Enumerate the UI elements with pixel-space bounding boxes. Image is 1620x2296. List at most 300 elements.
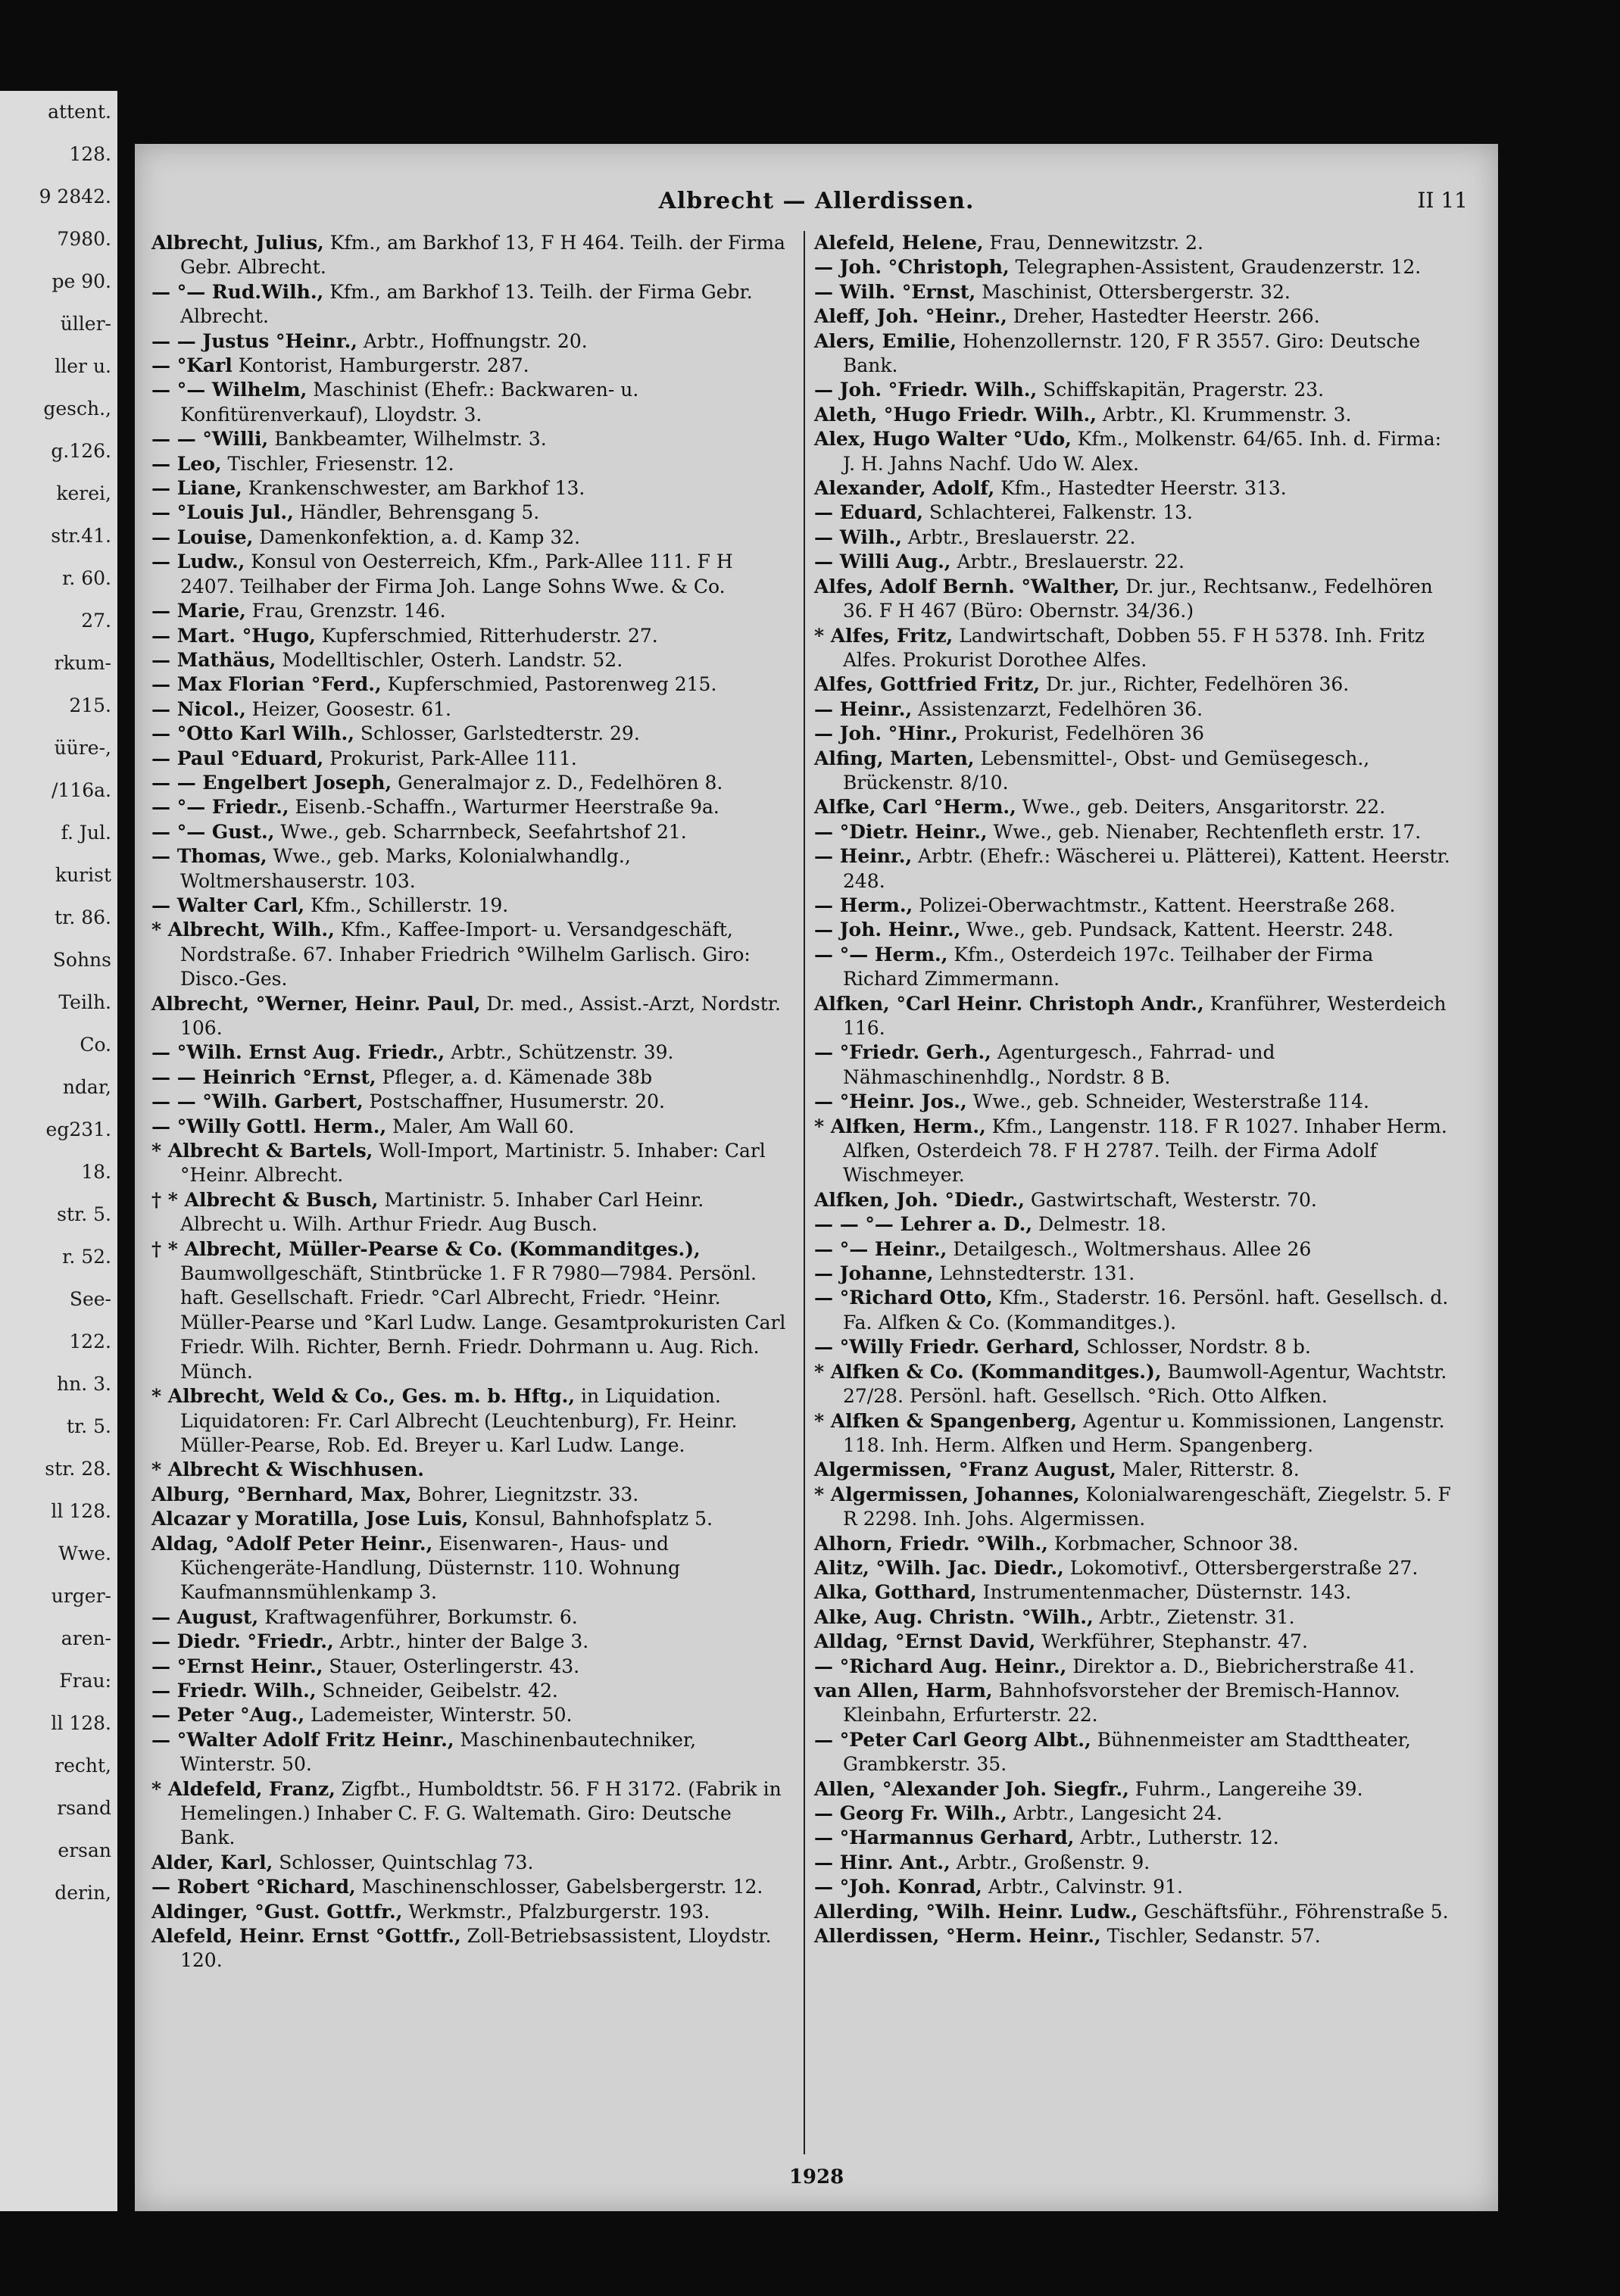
entry-details: Kfm., am Barkhof 13. Teilh. der Firma Gebr. Albrecht. <box>180 280 753 328</box>
entry-details: Händler, Behrensgang 5. <box>293 501 540 524</box>
directory-entry <box>814 403 1454 427</box>
fragment-text: ll 128. <box>51 1712 111 1734</box>
directory-entry <box>814 844 1454 894</box>
entry-name: — Mart. °Hugo, <box>151 624 316 647</box>
entry-details: Maschinenbautechniker, Winterstr. 50. <box>180 1728 697 1776</box>
entry-details: Konsul, Bahnhofsplatz 5. <box>468 1508 713 1530</box>
directory-entry <box>814 501 1454 525</box>
entry-details: Telegraphen-Assistent, Graudenzerstr. 12. <box>1009 256 1422 279</box>
fragment-text: pe 90. <box>52 270 111 292</box>
directory-entry <box>151 648 791 672</box>
entry-name: * Alfes, Fritz, <box>814 624 954 647</box>
directory-entry <box>814 1655 1454 1679</box>
entry-details: Schlosser, Garlstedterstr. 29. <box>354 722 640 745</box>
directory-entry <box>814 1605 1454 1630</box>
entry-name: — °Dietr. Heinr., <box>814 820 988 843</box>
directory-entry <box>151 1900 791 1924</box>
fragment-text: ndar, <box>62 1076 111 1098</box>
entry-name: — °Louis Jul., <box>151 501 294 524</box>
entry-name: Alhorn, Friedr. °Wilh., <box>814 1532 1048 1555</box>
entry-details: Kfm., Osterdeich 197c. Teilhaber der Firma Richard Zimmermann. <box>843 943 1374 990</box>
fragment-text: str.41. <box>51 525 111 547</box>
entry-name: * Albrecht & Bartels, <box>151 1140 373 1162</box>
fragment-text: 7980. <box>57 228 111 250</box>
directory-entry <box>151 1458 791 1482</box>
entry-name: — Herm., <box>814 894 913 916</box>
entry-details: Kranführer, Westerdeich 116. <box>843 992 1447 1039</box>
entry-name: Alitz, °Wilh. Jac. Diedr., <box>814 1556 1064 1579</box>
entry-details: Postschaffner, Husumerstr. 20. <box>363 1090 665 1113</box>
entry-details: Arbtr., Hoffnungstr. 20. <box>357 329 588 352</box>
entry-name: Alers, Emilie, <box>814 329 957 352</box>
entry-name: — Heinr., <box>814 845 913 868</box>
entry-details: Dreher, Hastedter Heerstr. 266. <box>1007 305 1320 328</box>
directory-entry <box>814 476 1454 501</box>
fragment-text: derin, <box>55 1882 111 1904</box>
entry-details: Kontorist, Hamburgerstr. 287. <box>232 354 529 377</box>
entry-details: Maschinist, Ottersbergerstr. 32. <box>975 280 1291 303</box>
entry-name: — Liane, <box>151 477 242 500</box>
directory-entry <box>151 624 791 648</box>
fragment-text: 18. <box>81 1161 111 1183</box>
entry-name: — °— Wilhelm, <box>151 379 307 401</box>
entry-name: Alefeld, Heinr. Ernst °Gottfr., <box>151 1925 461 1948</box>
entry-details: Werkmstr., Pfalzburgerstr. 193. <box>402 1900 710 1923</box>
entry-details: Heizer, Goosestr. 61. <box>245 697 451 720</box>
directory-entry <box>814 820 1454 844</box>
fragment-text: gesch., <box>43 398 111 420</box>
entry-name: — °Karl <box>151 354 233 377</box>
entry-details: Lokomotivf., Ottersbergerstraße 27. <box>1063 1556 1419 1579</box>
entry-name: * Alfken & Spangenberg, <box>814 1409 1078 1432</box>
directory-entry <box>814 1851 1454 1875</box>
entry-name: — °Otto Karl Wilh., <box>151 722 354 745</box>
directory-entry <box>151 1507 791 1531</box>
entry-details: Bahnhofsvorsteher der Bremisch-Hannov. Kleinbahn, Erfurterstr. 22. <box>843 1679 1400 1727</box>
entry-name: Alfing, Marten, <box>814 747 975 769</box>
entry-name: — °Willy Friedr. Gerhard, <box>814 1336 1081 1359</box>
entry-details: Wwe., geb. Pundsack, Kattent. Heerstr. 248. <box>960 919 1394 941</box>
entry-details: Kfm., Langenstr. 118. F R 1027. Inhaber Herm. Alfken, Osterdeich 78. F H 2787. Teilh. der Firma Adolf Wischmeyer. <box>843 1115 1447 1187</box>
directory-entry <box>151 672 791 697</box>
entry-name: Allerding, °Wilh. Heinr. Ludw., <box>814 1900 1138 1923</box>
directory-page <box>135 144 1498 2211</box>
fragment-text: str. 5. <box>57 1203 111 1225</box>
directory-entry <box>151 501 791 525</box>
entry-details: Maschinenschlosser, Gabelsbergerstr. 12. <box>355 1876 763 1898</box>
running-head: Albrecht — Allerdissen. <box>658 188 975 214</box>
entry-details: Bankbeamter, Wilhelmstr. 3. <box>268 428 547 451</box>
directory-entry <box>814 280 1454 304</box>
entry-name: — Joh. °Hinr., <box>814 722 958 745</box>
entry-name: Aleff, Joh. °Heinr., <box>814 305 1007 328</box>
fragment-text: aren- <box>61 1627 111 1649</box>
entry-name: Alka, Gotthard, <box>814 1581 977 1604</box>
page-number: II 11 <box>1417 188 1468 213</box>
entry-details: Lademeister, Winterstr. 50. <box>304 1704 573 1727</box>
directory-entry <box>151 550 791 599</box>
entry-name: — Marie, <box>151 600 246 622</box>
entry-name: — °— Rud.Wilh., <box>151 280 324 303</box>
entry-details: Agentur u. Kommissionen, Langenstr. 118. Inh. Herm. Alfken und Herm. Spangenberg. <box>843 1409 1445 1456</box>
directory-entry <box>151 697 791 722</box>
entry-details: Kupferschmied, Pastorenweg 215. <box>381 673 717 696</box>
directory-entry <box>814 697 1454 722</box>
directory-entry <box>814 526 1454 550</box>
entry-name: Alburg, °Bernhard, Max, <box>151 1483 412 1505</box>
fragment-text: r. 52. <box>62 1246 111 1268</box>
entry-details: Dr. jur., Richter, Fedelhören 36. <box>1040 673 1350 696</box>
fragment-text: See- <box>69 1288 111 1310</box>
entry-name: — Ludw., <box>151 551 245 573</box>
entry-name: — Friedr. Wilh., <box>151 1679 317 1702</box>
entry-details: Damenkonfektion, a. d. Kamp 32. <box>253 526 581 548</box>
entry-details: Werkführer, Stephanstr. 47. <box>1035 1630 1308 1653</box>
entry-details: Zoll-Betriebsassistent, Lloydstr. 120. <box>180 1925 772 1972</box>
directory-entry <box>151 918 791 991</box>
directory-entry <box>151 599 791 623</box>
entry-name: Albrecht, Julius, <box>151 232 324 254</box>
entry-details: Arbtr., Schützenstr. 39. <box>445 1041 674 1064</box>
left-column <box>151 231 791 1973</box>
directory-entry <box>151 231 791 280</box>
entry-details: Arbtr., Lutherstr. 12. <box>1074 1827 1279 1849</box>
entry-details: Kfm., Hastedter Heerstr. 313. <box>994 477 1287 500</box>
entry-details: Wwe., geb. Nienaber, Rechtenfleth erstr. 17. <box>987 820 1422 843</box>
directory-entry <box>151 771 791 795</box>
entry-name: * Alfken & Co. (Kommanditges.), <box>814 1360 1162 1383</box>
entry-name: — Louise, <box>151 526 254 548</box>
directory-entry <box>151 844 791 894</box>
entry-name: Alfes, Adolf Bernh. °Walther, <box>814 575 1120 597</box>
entry-name: — °Harmannus Gerhard, <box>814 1827 1075 1849</box>
entry-details: Schlosser, Quintschlag 73. <box>273 1851 534 1873</box>
entry-details: Maschinist (Ehefr.: Backwaren- u. Konfitürenverkauf), Lloydstr. 3. <box>180 379 639 426</box>
entry-details: Kupferschmied, Ritterhuderstr. 27. <box>315 624 658 647</box>
directory-entry <box>151 1728 791 1777</box>
fragment-text: str. 28. <box>45 1458 111 1480</box>
entry-name: Alldag, °Ernst David, <box>814 1630 1036 1653</box>
fragment-text: rsand <box>57 1797 111 1819</box>
entry-name: — Joh. °Christoph, <box>814 256 1010 279</box>
entry-name: Alexander, Adolf, <box>814 477 995 500</box>
entry-details: Modelltischler, Osterh. Landstr. 52. <box>276 648 623 671</box>
entry-details: Kfm., Molkenstr. 64/65. Inh. d. Firma: J. H. Jahns Nachf. Udo W. Alex. <box>843 428 1442 475</box>
entry-details: Wwe., geb. Scharrnbeck, Seefahrtshof 21. <box>274 820 687 843</box>
directory-entry <box>151 1384 791 1458</box>
entry-name: — Joh. Heinr., <box>814 919 961 941</box>
entry-name: Algermissen, °Franz August, <box>814 1458 1116 1481</box>
directory-entry <box>151 452 791 476</box>
directory-entry <box>814 1409 1454 1458</box>
entry-details: Hohenzollernstr. 120, F R 3557. Giro: Deutsche Bank. <box>843 329 1421 377</box>
entry-details: Kfm., am Barkhof 13, F H 464. Teilh. der Firma Gebr. Albrecht. <box>180 232 785 279</box>
entry-details: Polizei-Oberwachtmstr., Kattent. Heerstraße 268. <box>913 894 1396 916</box>
entry-details: Arbtr., Langesicht 24. <box>1007 1802 1222 1824</box>
directory-entry <box>814 378 1454 402</box>
fragment-text: Sohns <box>52 949 111 971</box>
entry-details: Kraftwagenführer, Borkumstr. 6. <box>258 1605 578 1628</box>
fragment-text: attent. <box>48 101 111 123</box>
directory-entry <box>814 1679 1454 1728</box>
directory-entry <box>814 1875 1454 1899</box>
entry-name: — Willi Aug., <box>814 551 951 573</box>
entry-name: — — Justus °Heinr., <box>151 329 357 352</box>
entry-details: Assistenzarzt, Fedelhören 36. <box>912 697 1203 720</box>
fragment-text: ersan <box>58 1839 111 1861</box>
fragment-text: 122. <box>69 1330 111 1352</box>
entry-name: — °Wilh. Ernst Aug. Friedr., <box>151 1041 445 1064</box>
entry-name: — °Richard Otto, <box>814 1287 993 1309</box>
entry-details: Lehnstedterstr. 131. <box>933 1262 1135 1285</box>
entry-name: Alefeld, Helene, <box>814 232 984 254</box>
entry-name: — Paul °Eduard, <box>151 747 324 769</box>
directory-entry <box>814 1900 1454 1924</box>
directory-entry <box>814 550 1454 574</box>
entry-details: Bohrer, Liegnitzstr. 33. <box>411 1483 639 1505</box>
directory-entry <box>151 280 791 329</box>
directory-entry <box>814 722 1454 746</box>
entry-name: — °Peter Carl Georg Albt., <box>814 1728 1091 1751</box>
entry-name: Alder, Karl, <box>151 1851 273 1873</box>
directory-entry <box>151 427 791 451</box>
directory-entry <box>151 1483 791 1507</box>
fragment-text: Teilh. <box>58 991 111 1013</box>
directory-entry <box>814 1630 1454 1654</box>
entry-name: — Johanne, <box>814 1262 934 1285</box>
directory-entry <box>151 1630 791 1654</box>
directory-entry <box>151 378 791 427</box>
entry-name: — — Engelbert Joseph, <box>151 771 392 794</box>
directory-entry <box>814 992 1454 1041</box>
entry-name: — Georg Fr. Wilh., <box>814 1802 1007 1824</box>
directory-entry <box>151 1139 791 1188</box>
entry-name: — — °Wilh. Garbert, <box>151 1090 364 1113</box>
entry-name: Aldinger, °Gust. Gottfr., <box>151 1900 403 1923</box>
directory-entry <box>151 1875 791 1899</box>
directory-entry <box>151 1115 791 1139</box>
fragment-text: kurist <box>55 864 111 886</box>
entry-details: Wwe., geb. Marks, Kolonialwhandlg., Woltmershauserstr. 103. <box>180 845 631 892</box>
entry-details: Prokurist, Park-Allee 111. <box>323 747 577 769</box>
entry-details: Direktor a. D., Biebricherstraße 41. <box>1066 1655 1415 1677</box>
entry-name: — °Ernst Heinr., <box>151 1655 323 1677</box>
entry-details: Generalmajor z. D., Fedelhören 8. <box>392 771 723 794</box>
directory-entry <box>814 1212 1454 1237</box>
directory-entry <box>151 1777 791 1851</box>
entry-details: Arbtr. (Ehefr.: Wäscherei u. Plätterei), Kattent. Heerstr. 248. <box>843 845 1450 892</box>
directory-entry <box>151 1532 791 1605</box>
directory-entry <box>814 1826 1454 1850</box>
entry-details: Geschäftsführ., Föhrenstraße 5. <box>1138 1900 1449 1923</box>
entry-details: Arbtr., Breslauerstr. 22. <box>901 526 1136 548</box>
directory-entry <box>151 820 791 844</box>
fragment-text: Wwe. <box>58 1543 111 1564</box>
entry-details: Kfm., Schillerstr. 19. <box>304 894 509 916</box>
entry-details: Frau, Dennewitzstr. 2. <box>983 232 1203 254</box>
entry-name: — Max Florian °Ferd., <box>151 673 382 696</box>
directory-entry <box>151 894 791 918</box>
entry-details: Arbtr., Zietenstr. 31. <box>1093 1605 1295 1628</box>
entry-name: — Wilh. °Ernst, <box>814 280 976 303</box>
entry-name: — °— Herm., <box>814 943 948 966</box>
entry-name: Alfken, °Carl Heinr. Christoph Andr., <box>814 992 1204 1015</box>
entry-details: Bühnenmeister am Stadttheater, Grambkerstr. 35. <box>843 1728 1411 1776</box>
directory-entry <box>814 1483 1454 1532</box>
directory-entry <box>814 1532 1454 1556</box>
entry-details: Pfleger, a. d. Kämenade 38b <box>376 1065 653 1088</box>
fragment-text: /116a. <box>52 779 111 801</box>
entry-name: — °— Gust., <box>151 820 275 843</box>
entry-details: Korbmacher, Schnoor 38. <box>1047 1532 1299 1555</box>
fragment-text: urger- <box>51 1585 111 1607</box>
directory-entry <box>814 747 1454 796</box>
entry-name: — °Willy Gottl. Herm., <box>151 1115 387 1137</box>
directory-entry <box>814 795 1454 819</box>
entry-name: Alke, Aug. Christn. °Wilh., <box>814 1605 1094 1628</box>
directory-entry <box>814 575 1454 624</box>
fragment-text: eg231. <box>45 1118 111 1140</box>
fragment-text: r. 60. <box>62 567 111 589</box>
directory-entry <box>151 1090 791 1114</box>
entry-name: — Eduard, <box>814 501 923 524</box>
entry-name: * Alfken, Herm., <box>814 1115 986 1137</box>
directory-entry <box>151 1655 791 1679</box>
entry-name: — °— Friedr., <box>151 796 289 819</box>
entry-name: Alex, Hugo Walter °Udo, <box>814 428 1072 451</box>
entry-name: — °Joh. Konrad, <box>814 1876 982 1898</box>
entry-name: — Wilh., <box>814 526 902 548</box>
entry-details: in Liquidation. Liquidatoren: Fr. Carl Albrecht (Leuchtenburg), Fr. Heinr. Müller-Pearse, Rob. Ed. Breyer u. Karl Ludw. Lange. <box>180 1385 738 1456</box>
directory-entry <box>151 1065 791 1090</box>
fragment-text: üüre-, <box>54 737 111 759</box>
fragment-text: tr. 5. <box>67 1415 111 1437</box>
footer-page-number: 1928 <box>788 2166 844 2188</box>
entry-name: Alcazar y Moratilla, Jose Luis, <box>151 1508 469 1530</box>
fragment-text: rkum- <box>54 652 111 674</box>
entry-name: — °Richard Aug. Heinr., <box>814 1655 1067 1677</box>
entry-details: Lebensmittel-, Obst- und Gemüsegesch., Brückenstr. 8/10. <box>843 747 1370 794</box>
entry-name: Alfes, Gottfried Fritz, <box>814 673 1041 696</box>
entry-details: Gastwirtschaft, Westerstr. 70. <box>1024 1188 1317 1211</box>
entry-name: — Heinr., <box>814 697 913 720</box>
directory-entry <box>151 1188 791 1237</box>
entry-details: Frau, Grenzstr. 146. <box>245 600 446 622</box>
directory-entry <box>151 1703 791 1727</box>
directory-entry <box>814 1040 1454 1090</box>
directory-entry <box>814 1360 1454 1409</box>
entry-details: Schneider, Geibelstr. 42. <box>316 1679 558 1702</box>
entry-name: — Diedr. °Friedr., <box>151 1630 334 1653</box>
entry-details: Wwe., geb. Deiters, Ansgaritorstr. 22. <box>1016 796 1386 819</box>
directory-entry <box>814 1090 1454 1114</box>
entry-details: Prokurist, Fedelhören 36 <box>957 722 1204 745</box>
entry-name: Allen, °Alexander Joh. Siegfr., <box>814 1777 1129 1800</box>
entry-name: — — Heinrich °Ernst, <box>151 1065 376 1088</box>
directory-entry <box>814 255 1454 279</box>
entry-details: Baumwollgeschäft, Stintbrücke 1. F R 7980—7984. Persönl. haft. Gesellschaft. Friedr. °Carl Albrecht, Friedr. °Heinr. Müller-Pearse und °Karl Ludw. Lange. Gesamtprokuristen Carl Friedr. Wilh. Richter, Bernh. Friedr. Dohrmann u. Aug. Rich. Münch. <box>180 1262 786 1383</box>
entry-details: Delmestr. 18. <box>1032 1213 1167 1236</box>
entry-details: Wwe., geb. Schneider, Westerstraße 114. <box>966 1090 1369 1113</box>
entry-name: — Robert °Richard, <box>151 1876 356 1898</box>
entry-name: — — °— Lehrer a. D., <box>814 1213 1033 1236</box>
entry-details: Instrumentenmacher, Düsternstr. 143. <box>976 1581 1352 1604</box>
entry-name: † * Albrecht & Busch, <box>151 1188 379 1211</box>
entry-name: — °— Heinr., <box>814 1237 947 1260</box>
entry-name: — August, <box>151 1605 259 1628</box>
entry-details: Schiffskapitän, Pragerstr. 23. <box>1037 379 1325 401</box>
directory-entry <box>814 1458 1454 1482</box>
entry-details: Arbtr., Großenstr. 9. <box>950 1851 1150 1873</box>
directory-entry <box>814 1188 1454 1212</box>
directory-entry <box>814 1237 1454 1262</box>
directory-entry <box>151 1605 791 1630</box>
entry-name: — Leo, <box>151 452 222 475</box>
directory-entry <box>151 476 791 501</box>
entry-details: Maler, Am Wall 60. <box>386 1115 575 1137</box>
fragment-text: tr. 86. <box>55 906 111 928</box>
entry-details: Fuhrm., Langereihe 39. <box>1128 1777 1363 1800</box>
fragment-text: g.126. <box>51 440 111 462</box>
entry-name: Albrecht, °Werner, Heinr. Paul, <box>151 992 481 1015</box>
entry-name: Aldag, °Adolf Peter Heinr., <box>151 1532 433 1555</box>
entry-details: Schlosser, Nordstr. 8 b. <box>1080 1336 1311 1359</box>
entry-details: Arbtr., Calvinstr. 91. <box>982 1876 1183 1898</box>
entry-name: — Joh. °Friedr. Wilh., <box>814 379 1038 401</box>
directory-entry <box>151 992 791 1041</box>
fragment-text: Frau: <box>59 1670 111 1692</box>
entry-details: Arbtr., hinter der Balge 3. <box>333 1630 589 1653</box>
directory-entry <box>151 1924 791 1973</box>
entry-name: — Nicol., <box>151 697 246 720</box>
entry-details: Baumwoll-Agentur, Wachtstr. 27/28. Persönl. haft. Gesellsch. °Rich. Otto Alfken. <box>843 1360 1447 1408</box>
directory-entry <box>814 624 1454 673</box>
fragment-text: 215. <box>69 694 111 716</box>
directory-entry <box>814 672 1454 697</box>
entry-details: Landwirtschaft, Dobben 55. F H 5378. Inh. Fritz Alfes. Prokurist Dorothee Alfes. <box>843 624 1425 671</box>
directory-entry <box>814 1335 1454 1359</box>
entry-name: — Thomas, <box>151 845 267 868</box>
fragment-text: kerei, <box>56 482 111 504</box>
entry-name: — Mathäus, <box>151 648 276 671</box>
directory-entry <box>814 1777 1454 1802</box>
entry-details: Eisenb.-Schaffn., Warturmer Heerstraße 9a. <box>289 796 719 819</box>
directory-entry <box>151 354 791 378</box>
entry-details: Maler, Ritterstr. 8. <box>1116 1458 1300 1481</box>
directory-entry <box>151 1237 791 1384</box>
adjacent-page-fragment <box>0 91 117 2211</box>
entry-details: Krankenschwester, am Barkhof 13. <box>242 477 585 500</box>
directory-entry <box>151 722 791 746</box>
entry-details: Dr. jur., Rechtsanw., Fedelhören 36. F H 467 (Büro: Obernstr. 34/36.) <box>843 575 1433 622</box>
entry-details: Tischler, Friesenstr. 12. <box>221 452 454 475</box>
directory-entry <box>814 329 1454 379</box>
directory-entry <box>814 304 1454 329</box>
entry-details: Dr. med., Assist.-Arzt, Nordstr. 106. <box>180 992 781 1039</box>
directory-entry <box>814 1286 1454 1335</box>
fragment-text: f. Jul. <box>61 822 111 844</box>
fragment-text: recht, <box>55 1755 111 1777</box>
entry-name: — °Walter Adolf Fritz Heinr., <box>151 1728 454 1751</box>
entry-details: Kfm., Staderstr. 16. Persönl. haft. Gesellsch. d. Fa. Alfken & Co. (Kommanditges.). <box>843 1287 1449 1334</box>
right-column <box>814 231 1454 1948</box>
entry-details: Schlachterei, Falkenstr. 13. <box>922 501 1193 524</box>
directory-entry <box>814 943 1454 992</box>
directory-entry <box>814 1580 1454 1605</box>
directory-entry <box>151 747 791 771</box>
directory-entry <box>151 1679 791 1703</box>
fragment-text: Co. <box>80 1034 111 1056</box>
